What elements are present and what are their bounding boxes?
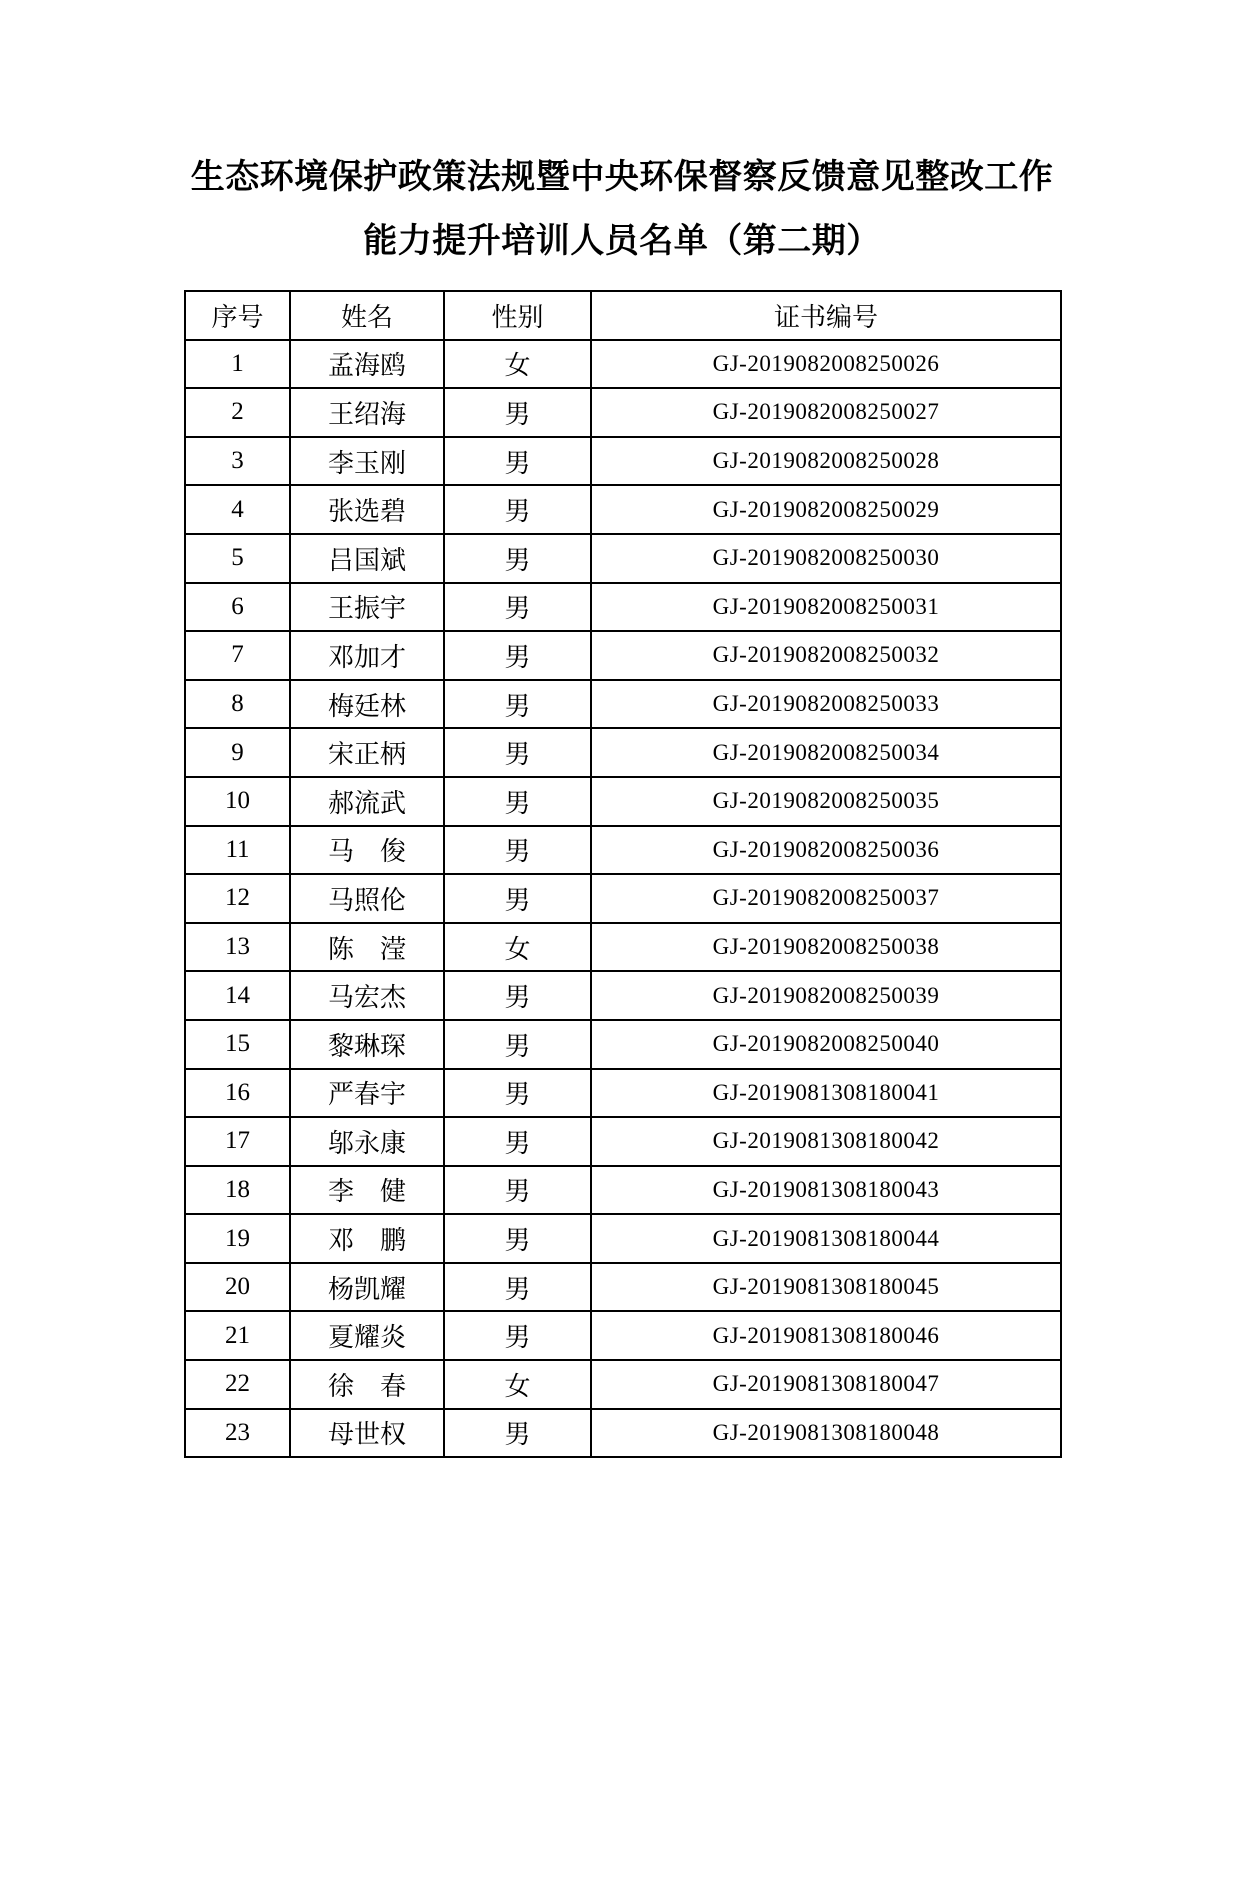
serial-number-cell: 4 [185,485,290,534]
serial-number-cell: 5 [185,534,290,583]
header-name: 姓名 [290,291,444,340]
serial-number-cell: 2 [185,388,290,437]
certificate-number-cell: GJ-2019081308180046 [591,1311,1061,1360]
table-row [185,631,1061,680]
gender-cell: 男 [444,1069,591,1118]
serial-number-cell: 6 [185,583,290,632]
certificate-number-cell: GJ-2019082008250036 [591,826,1061,875]
name-cell: 梅廷林 [290,680,444,729]
serial-number-cell: 19 [185,1214,290,1263]
certificate-number-cell: GJ-2019082008250038 [591,923,1061,972]
name-cell: 宋正柄 [290,728,444,777]
table-row [185,826,1061,875]
name-cell: 黎琳琛 [290,1020,444,1069]
certificate-number-cell: GJ-2019081308180043 [591,1166,1061,1215]
name-cell: 邓 鹏 [290,1214,444,1263]
serial-number-cell: 12 [185,874,290,923]
table-row [185,1409,1061,1458]
serial-number-cell: 22 [185,1360,290,1409]
gender-cell: 男 [444,1166,591,1215]
certificate-number-cell: GJ-2019082008250039 [591,971,1061,1020]
gender-cell: 男 [444,388,591,437]
gender-cell: 男 [444,583,591,632]
certificate-number-cell: GJ-2019082008250030 [591,534,1061,583]
gender-cell: 男 [444,631,591,680]
certificate-number-cell: GJ-2019082008250040 [591,1020,1061,1069]
name-cell: 孟海鸥 [290,340,444,389]
name-cell: 王振宇 [290,583,444,632]
gender-cell: 男 [444,680,591,729]
serial-number-cell: 13 [185,923,290,972]
serial-number-cell: 15 [185,1020,290,1069]
table-row [185,1263,1061,1312]
table-row [185,1311,1061,1360]
table-row [185,1069,1061,1118]
gender-cell: 男 [444,1409,591,1458]
certificate-number-cell: GJ-2019081308180041 [591,1069,1061,1118]
serial-number-cell: 1 [185,340,290,389]
serial-number-cell: 20 [185,1263,290,1312]
table-row [185,437,1061,486]
certificate-number-cell: GJ-2019082008250031 [591,583,1061,632]
table-row [185,777,1061,826]
certificate-number-cell: GJ-2019081308180045 [591,1263,1061,1312]
title-line-2: 能力提升培训人员名单（第二期） [363,223,881,260]
table-row [185,1166,1061,1215]
gender-cell: 男 [444,1263,591,1312]
gender-cell: 男 [444,971,591,1020]
name-cell: 王绍海 [290,388,444,437]
serial-number-cell: 10 [185,777,290,826]
gender-cell: 女 [444,923,591,972]
gender-cell: 男 [444,534,591,583]
certificate-number-cell: GJ-2019082008250028 [591,437,1061,486]
table-row [185,1020,1061,1069]
table-header-row [185,291,1061,340]
name-cell: 马 俊 [290,826,444,875]
table-row [185,583,1061,632]
table-row [185,680,1061,729]
certificate-number-cell: GJ-2019081308180044 [591,1214,1061,1263]
name-cell: 陈 滢 [290,923,444,972]
name-cell: 夏耀炎 [290,1311,444,1360]
serial-number-cell: 3 [185,437,290,486]
header-gender: 性别 [444,291,591,340]
certificate-number-cell: GJ-2019082008250035 [591,777,1061,826]
serial-number-cell: 7 [185,631,290,680]
certificate-number-cell: GJ-2019082008250029 [591,485,1061,534]
document-page [0,146,1240,1900]
serial-number-cell: 14 [185,971,290,1020]
name-cell: 严春宇 [290,1069,444,1118]
name-cell: 邓加才 [290,631,444,680]
name-cell: 马宏杰 [290,971,444,1020]
certificate-number-cell: GJ-2019081308180042 [591,1117,1061,1166]
personnel-roster-table [184,290,1062,1458]
serial-number-cell: 8 [185,680,290,729]
header-certificate-number: 证书编号 [591,291,1061,340]
table-row [185,388,1061,437]
serial-number-cell: 11 [185,826,290,875]
gender-cell: 男 [444,777,591,826]
name-cell: 郝流武 [290,777,444,826]
serial-number-cell: 18 [185,1166,290,1215]
gender-cell: 女 [444,1360,591,1409]
gender-cell: 女 [444,340,591,389]
name-cell: 李 健 [290,1166,444,1215]
certificate-number-cell: GJ-2019082008250026 [591,340,1061,389]
gender-cell: 男 [444,826,591,875]
table-row [185,728,1061,777]
gender-cell: 男 [444,437,591,486]
table-row [185,923,1061,972]
serial-number-cell: 16 [185,1069,290,1118]
table-row [185,874,1061,923]
title-line-1: 生态环境保护政策法规暨中央环保督察反馈意见整改工作 [190,159,1054,196]
table-row [185,1117,1061,1166]
serial-number-cell: 17 [185,1117,290,1166]
serial-number-cell: 23 [185,1409,290,1458]
certificate-number-cell: GJ-2019082008250027 [591,388,1061,437]
name-cell: 杨凯耀 [290,1263,444,1312]
table-row [185,1214,1061,1263]
table-row [185,971,1061,1020]
name-cell: 母世权 [290,1409,444,1458]
gender-cell: 男 [444,1311,591,1360]
name-cell: 李玉刚 [290,437,444,486]
header-serial-number: 序号 [185,291,290,340]
certificate-number-cell: GJ-2019081308180048 [591,1409,1061,1458]
certificate-number-cell: GJ-2019082008250034 [591,728,1061,777]
table-row [185,534,1061,583]
name-cell: 邬永康 [290,1117,444,1166]
name-cell: 吕国斌 [290,534,444,583]
serial-number-cell: 9 [185,728,290,777]
gender-cell: 男 [444,874,591,923]
gender-cell: 男 [444,1117,591,1166]
table-row [185,1360,1061,1409]
table-row [185,485,1061,534]
name-cell: 张选碧 [290,485,444,534]
name-cell: 徐 春 [290,1360,444,1409]
gender-cell: 男 [444,485,591,534]
certificate-number-cell: GJ-2019082008250037 [591,874,1061,923]
document-title [184,146,1060,274]
certificate-number-cell: GJ-2019082008250032 [591,631,1061,680]
name-cell: 马照伦 [290,874,444,923]
gender-cell: 男 [444,1214,591,1263]
table-row [185,340,1061,389]
certificate-number-cell: GJ-2019082008250033 [591,680,1061,729]
serial-number-cell: 21 [185,1311,290,1360]
gender-cell: 男 [444,728,591,777]
gender-cell: 男 [444,1020,591,1069]
certificate-number-cell: GJ-2019081308180047 [591,1360,1061,1409]
